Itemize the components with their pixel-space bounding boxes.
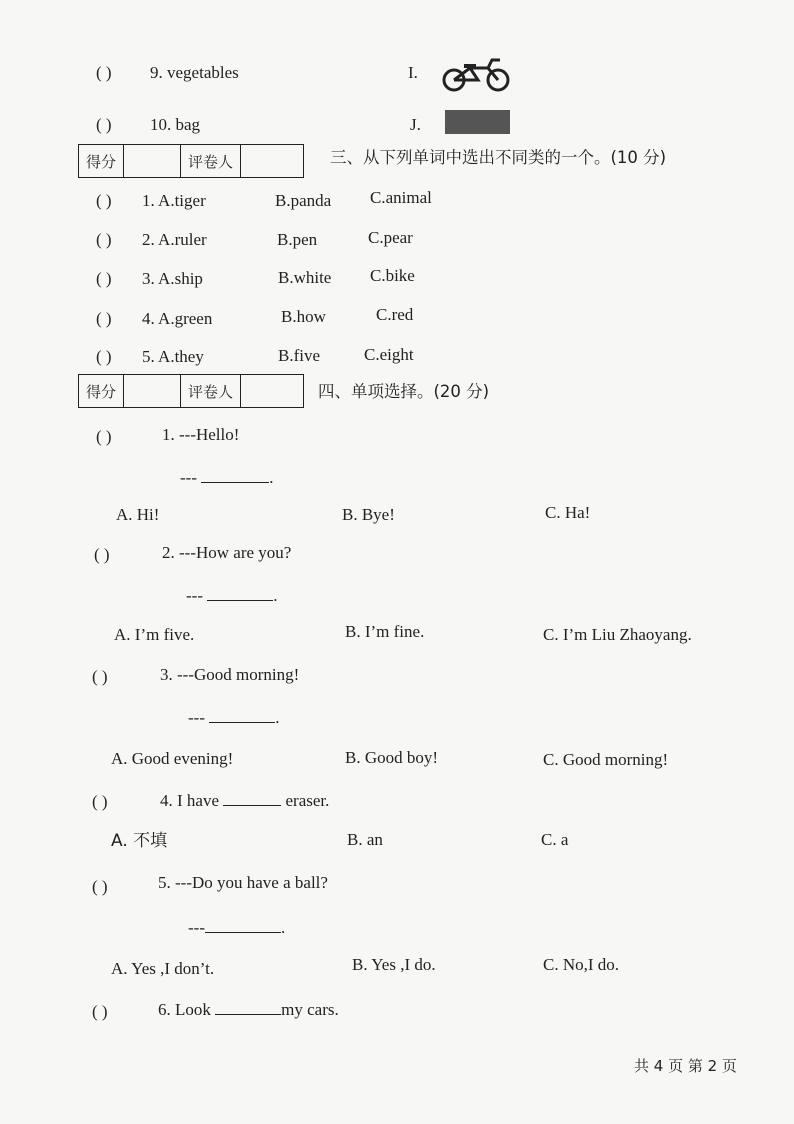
answer-paren[interactable]: ( )	[96, 115, 112, 134]
bicycle-icon	[440, 56, 512, 92]
question-prompt	[160, 791, 329, 809]
answer-paren[interactable]: ( )	[96, 63, 112, 82]
answer-paren[interactable]: ( )	[92, 667, 108, 686]
answer-dash: ---	[186, 586, 203, 605]
option-c: C. Ha!	[545, 503, 591, 522]
grader-field[interactable]	[241, 375, 303, 407]
option-c: C.red	[376, 305, 414, 324]
prompt-before: 4. I have	[160, 791, 220, 810]
page-number: 共 4 页 第 2 页	[634, 1057, 737, 1075]
option-a: 4. A.green	[142, 309, 213, 328]
prompt-after: eraser.	[285, 791, 330, 810]
answer-line: --- .	[186, 586, 278, 605]
grader-label: 评卷人	[181, 375, 241, 407]
answer-paren[interactable]: ( )	[96, 191, 112, 210]
question-prompt: 5. ---Do you have a ball?	[158, 873, 328, 892]
option-b: B.white	[278, 268, 332, 287]
option-a: 1. A.tiger	[142, 191, 206, 210]
option-b: B. Good boy!	[345, 748, 439, 767]
option-b: B. Bye!	[342, 505, 395, 524]
score-label: 得分	[79, 375, 124, 407]
option-a: 2. A.ruler	[142, 230, 207, 249]
answer-paren[interactable]: ( )	[92, 792, 108, 811]
answer-paren[interactable]: ( )	[96, 230, 112, 249]
answer-line: --- .	[188, 708, 280, 727]
question-prompt	[158, 1000, 339, 1018]
fill-blank[interactable]	[201, 468, 269, 483]
option-b: B.panda	[275, 191, 332, 210]
answer-line: --- .	[180, 468, 274, 487]
prompt-after: my cars.	[281, 1000, 339, 1019]
fill-blank[interactable]	[215, 1000, 281, 1015]
option-a: 5. A.they	[142, 347, 204, 366]
fill-blank[interactable]	[207, 586, 273, 601]
score-field[interactable]	[124, 145, 181, 177]
question-prompt: 2. ---How are you?	[162, 543, 292, 562]
option-c: C.bike	[370, 266, 415, 285]
option-b: B. Yes ,I do.	[352, 955, 436, 974]
prompt-before: 6. Look	[158, 1000, 211, 1019]
option-b: B.pen	[277, 230, 318, 249]
option-c: C.animal	[370, 188, 432, 207]
option-b: B. I’m fine.	[345, 622, 425, 641]
answer-line: --- .	[188, 918, 286, 937]
answer-paren[interactable]: ( )	[92, 1002, 108, 1021]
option-a: A. Good evening!	[111, 749, 234, 768]
answer-paren[interactable]: ( )	[96, 309, 112, 328]
option-c: C.pear	[368, 228, 413, 247]
option-b: B.how	[281, 307, 326, 326]
answer-paren[interactable]: ( )	[92, 877, 108, 896]
answer-dash: ---	[180, 468, 197, 487]
option-b: B. an	[347, 830, 383, 849]
section-title: 三、从下列单词中选出不同类的一个。(10 分)	[330, 148, 667, 167]
option-c: C. Good morning!	[543, 750, 669, 769]
option-a: A. I’m five.	[114, 625, 195, 644]
option-a: A. Hi!	[116, 505, 160, 524]
question-prompt: 3. ---Good morning!	[160, 665, 300, 684]
fill-blank[interactable]	[223, 791, 281, 806]
grader-field[interactable]	[241, 145, 303, 177]
fill-blank[interactable]	[205, 918, 281, 933]
option-c: C. No,I do.	[543, 955, 620, 974]
grader-label: 评卷人	[181, 145, 241, 177]
option-b: B.five	[278, 346, 321, 365]
option-c: C.eight	[364, 345, 414, 364]
question-prompt: 1. ---Hello!	[162, 425, 240, 444]
answer-paren[interactable]: ( )	[96, 427, 112, 446]
score-label: 得分	[79, 145, 124, 177]
option-c: C. I’m Liu Zhaoyang.	[543, 625, 692, 644]
option-a: A. Yes ,I don’t.	[111, 959, 215, 978]
answer-paren[interactable]: ( )	[94, 545, 110, 564]
answer-dash: ---	[188, 918, 205, 937]
answer-paren[interactable]: ( )	[96, 347, 112, 366]
answer-paren[interactable]: ( )	[96, 269, 112, 288]
answer-dash: ---	[188, 708, 205, 727]
fill-blank[interactable]	[209, 708, 275, 723]
score-box	[78, 374, 304, 408]
match-letter-j: J.	[410, 115, 421, 134]
option-a: 3. A.ship	[142, 269, 203, 288]
match-item-10: 10. bag	[150, 115, 201, 134]
match-item-9: 9. vegetables	[150, 63, 239, 82]
score-box	[78, 144, 304, 178]
option-c: C. a	[541, 830, 569, 849]
picture-placeholder	[445, 110, 510, 134]
score-field[interactable]	[124, 375, 181, 407]
option-a: A. 不填	[111, 831, 168, 851]
match-letter-i: I.	[408, 63, 418, 82]
section-title: 四、单项选择。(20 分)	[318, 382, 490, 401]
